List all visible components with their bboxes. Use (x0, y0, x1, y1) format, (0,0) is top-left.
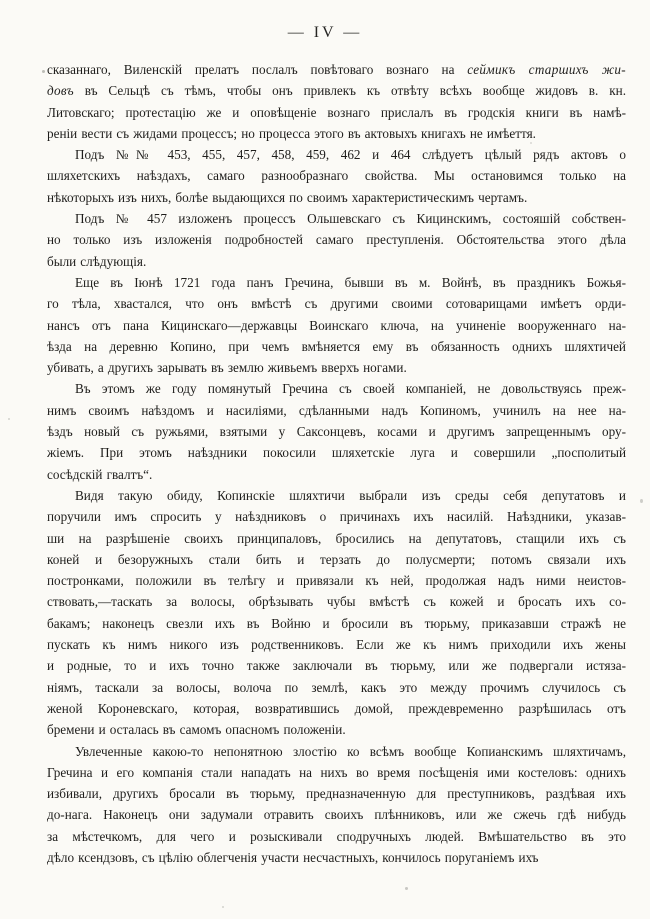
text-segment: но только изъ изложенія подробностей самаго преступленія. Обстоятельства этого дѣла (47, 232, 626, 248)
text-segment: Подъ №№ 453, 455, 457, 458, 459, 462 и 464 слѣдуетъ цѣлый рядъ актовъ о (75, 147, 626, 163)
text-line (47, 400, 626, 421)
paragraph-1 (47, 59, 626, 144)
scan-speck (8, 418, 10, 420)
italic-text-segment: сеймикъ старшихъ жи- (467, 62, 626, 77)
italic-text-segment: довъ (47, 83, 74, 99)
text-segment: Въ этомъ же году помянутый Гречина съ своей компаніей, не довольствуясь преж- (75, 381, 626, 397)
text-line (47, 719, 626, 740)
text-segment: и родные, то и ихъ точно также заключали въ тюрьму, или же подвергали истяза- (47, 658, 626, 674)
page-number-header: — IV — (287, 24, 363, 41)
text-block (47, 59, 626, 868)
text-line (47, 315, 626, 336)
text-segment: ѣздъ новый съ ружьями, взятыми у Саксонцевъ, косами и другимъ запрещеннымъ ору- (47, 424, 626, 440)
text-line (47, 102, 626, 123)
text-segment: жіемъ. При этомъ наѣздники покосили шляхетскіе луга и совершили „посполитый (47, 445, 626, 461)
text-line (47, 655, 626, 676)
text-line (47, 485, 626, 506)
text-line (47, 506, 626, 527)
text-line (47, 677, 626, 698)
text-segment: коней и безоружныхъ стали бить и терзать до полусмерти; потомъ связали ихъ (47, 551, 626, 567)
text-segment: Литовскаго; протестацію же и оповѣщеніе вознаго прислалъ въ гродскія книги въ намѣ- (47, 104, 626, 120)
text-line (47, 421, 626, 442)
text-line (47, 464, 626, 485)
text-line (47, 378, 626, 399)
text-line (47, 634, 626, 655)
text-line (47, 741, 626, 762)
text-line (47, 144, 626, 165)
paragraph-6 (47, 485, 626, 741)
text-segment: ствовать,—таскать за волосы, обрѣзывать чубы вмѣстѣ съ кожей и бросать ихъ со- (47, 594, 626, 610)
text-segment: до-нага. Наконецъ они задумали отравить своихъ плѣнниковъ, или же сжечь гдѣ нибудь (47, 807, 626, 823)
text-segment: были слѣдующія. (47, 253, 147, 269)
text-line (47, 549, 626, 570)
paragraph-4 (47, 272, 626, 378)
paragraph-3 (47, 208, 626, 272)
text-segment: Подъ № 457 изложенъ процессъ Ольшевскаго съ Кицинскимъ, состояшій собствен- (75, 211, 626, 227)
text-segment: бремени и осталась въ самомъ опасномъ положеніи. (47, 722, 346, 738)
text-line (47, 528, 626, 549)
text-line (47, 336, 626, 357)
text-segment: поручили имъ спросить у наѣздниковъ о причинахъ ихъ насилій. Наѣздники, указав- (47, 509, 626, 525)
text-line (47, 570, 626, 591)
text-line (47, 208, 626, 229)
text-segment: реніи вести съ жидами процессъ; но процесса этого въ актовыхъ книгахъ не имѣеття. (47, 125, 536, 141)
text-line (47, 251, 626, 272)
text-line (47, 59, 626, 80)
text-segment: пускать къ нимъ никого изъ родственниковъ. Если же къ нимъ приходили ихъ жены (47, 637, 626, 653)
text-segment: шляхетскихъ наѣздахъ, самаго разнообразнаго свойства. Мы остановимся только на (47, 168, 626, 184)
text-line (47, 80, 626, 101)
paragraph-5 (47, 378, 626, 484)
text-segment: ніямъ, таскали за волосы, волоча по землѣ, какъ это между прочимъ случилось съ (47, 679, 626, 695)
text-line (47, 229, 626, 250)
text-segment: нимъ своимъ наѣздомъ и насиліями, сдѣланными надъ Копиномъ, учинилъ на нее на- (47, 402, 626, 418)
text-segment: Еще въ Іюнѣ 1721 года панъ Гречина, бывши въ м. Войнѣ, въ праздникъ Божья- (75, 274, 626, 290)
text-line (47, 698, 626, 719)
scan-speck (42, 70, 45, 73)
scan-speck (530, 142, 532, 144)
text-segment: ши на разрѣшеніе своихъ принципаловъ, бросились на депутатовъ, стащили ихъ съ (47, 530, 626, 546)
text-line (47, 123, 626, 144)
text-segment: за мѣстечкомъ, для чего и розыскивали сподручныхъ людей. Вмѣшательство въ это (47, 828, 626, 844)
text-segment: Увлеченные какою-то непонятною злостію ко всѣмъ вообще Копианскимъ шляхтичамъ, (75, 743, 626, 759)
text-segment: ѣзда на деревню Копино, при чемъ вмѣняется ему въ обязанность однихъ шляхтичей (47, 338, 626, 354)
text-line (47, 357, 626, 378)
text-segment: въ Сельцѣ съ тѣмъ, чтобы онъ привлекъ къ отвѣту всѣхъ вообще жидовъ в. кн. (73, 83, 626, 99)
text-segment: го тѣла, хвастался, что онъ вмѣстѣ съ другими своими сотоварищами имѣетъ орди- (47, 296, 626, 312)
text-segment: сказаннаго, Виленскій прелатъ послалъ повѣтоваго вознаго на (47, 62, 468, 77)
text-segment: нансъ отъ пана Кицинскаго—державцы Воинскаго ключа, на учиненіе вооруженнаго на- (47, 317, 626, 333)
text-segment: сосѣдскій гвалтъ“. (47, 466, 153, 482)
text-line (47, 847, 626, 868)
paragraph-2 (47, 144, 626, 208)
text-line (47, 613, 626, 634)
text-segment: Гречина и его компанія стали нападать на нихъ во время посѣщенія ими костеловъ: однихъ (47, 764, 626, 780)
text-line (47, 165, 626, 186)
text-segment: избивали, другихъ бросали въ тюрьму, предназначенную для преступниковъ, раздѣвая ихъ (47, 786, 626, 802)
text-segment: постронками, положили въ телѣгу и привязали къ ней, продолжая надъ ними неистов- (47, 573, 626, 589)
text-line (47, 804, 626, 825)
text-line (47, 272, 626, 293)
text-line (47, 187, 626, 208)
text-segment: дѣло ксендзовъ, съ цѣлію облегченія участи несчастныхъ, кончилось поруганіемъ ихъ (47, 849, 539, 865)
text-segment: убивать, а другихъ зарывать въ землю живьемъ вверхъ ногами. (47, 360, 407, 376)
scan-speck (222, 906, 224, 908)
text-segment: бакамъ; наконецъ свезли ихъ въ Войню и бросили въ тюрьму, приказавши стражѣ не (47, 615, 626, 631)
text-line (47, 762, 626, 783)
text-segment: нѣкоторыхъ изъ нихъ, болѣе выдающихся по своимъ характеристическимъ чертамъ. (47, 189, 528, 205)
text-line (47, 442, 626, 463)
text-line (47, 826, 626, 847)
text-segment: женой Короневскаго, которая, возвратившись домой, преждевременно разрѣшилась отъ (47, 700, 626, 716)
text-line (47, 591, 626, 612)
text-line (47, 783, 626, 804)
text-segment: Видя такую обиду, Копинскіе шляхтичи выбрали изъ среды себя депутатовъ и (75, 487, 626, 503)
scan-speck (640, 499, 643, 503)
paragraph-7 (47, 741, 626, 869)
scan-speck (405, 887, 408, 890)
text-line (47, 293, 626, 314)
